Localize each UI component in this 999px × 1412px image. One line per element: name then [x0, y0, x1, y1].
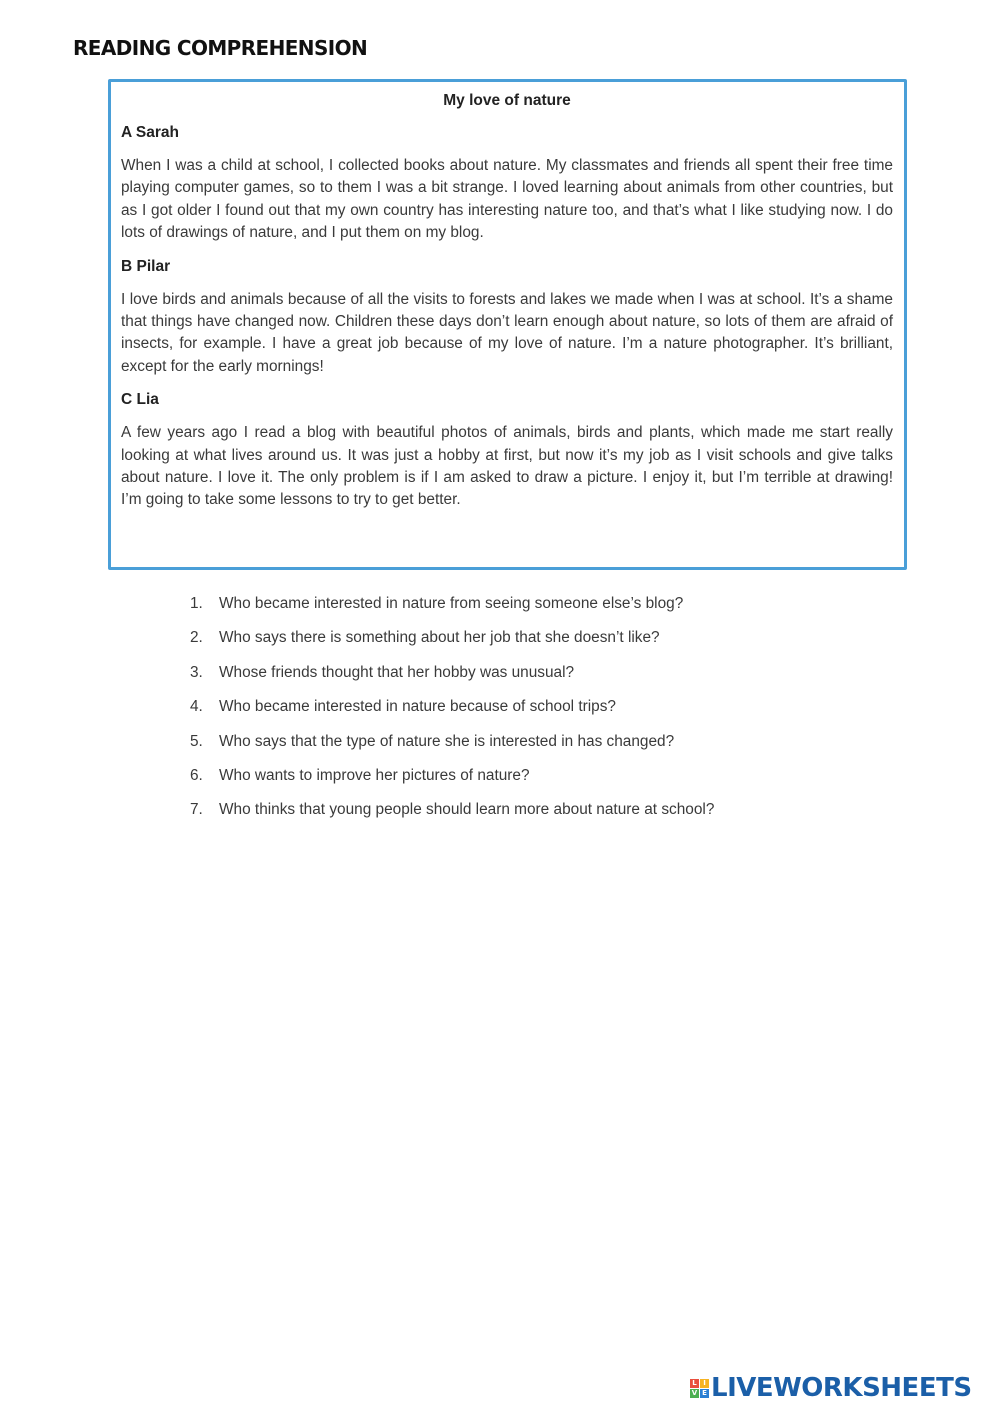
question-text: Who wants to improve her pictures of nature? — [219, 766, 530, 784]
page-title: READING COMPREHENSION — [73, 36, 368, 60]
section-heading-sarah: A Sarah — [121, 124, 180, 141]
question-item — [190, 593, 714, 627]
section-text-lia: A few years ago I read a blog with beautiful photos of animals, birds and plants, which made me start really looking at what lives around us. It was just a hobby at first, but now it’s my job as I visit schools and give talks about nature. I love it. The only problem is if I am asked to draw a picture. I enjoy it, but I’m terrible at drawing! I’m going to take some lessons to try to get better. — [121, 424, 893, 509]
question-item — [190, 799, 714, 833]
question-text: Who says that the type of nature she is interested in has changed? — [219, 732, 675, 750]
liveworksheets-logo-icon — [690, 1379, 709, 1398]
logo-text: LIVEWORKSHEETS — [711, 1373, 972, 1403]
section-text-sarah: When I was a child at school, I collected books about nature. My classmates and friends all spent their free time playing computer games, so to them I was a bit strange. I loved learning about animals from other countries, but as I got older I found out that my own country has interesting nature too, and that’s what I like studying now. I do lots of drawings of nature, and I put them on my blog. — [121, 157, 893, 242]
question-item — [190, 696, 714, 730]
question-number: 2. — [190, 629, 203, 647]
question-number: 6. — [190, 766, 203, 784]
question-number: 4. — [190, 698, 203, 716]
question-number: 5. — [190, 732, 203, 750]
reading-title: My love of nature — [443, 92, 571, 109]
question-item — [190, 731, 714, 765]
question-text: Who became interested in nature from seeing someone else’s blog? — [219, 595, 684, 612]
question-text: Whose friends thought that her hobby was unusual? — [219, 663, 575, 681]
question-number: 1. — [190, 595, 203, 612]
reading-text-box — [108, 79, 907, 570]
logo-mark-letter: I — [700, 1379, 709, 1388]
question-text: Who says there is something about her job that she doesn’t like? — [219, 629, 660, 647]
question-text: Who thinks that young people should learn more about nature at school? — [219, 801, 715, 819]
liveworksheets-logo — [690, 1372, 972, 1404]
question-item — [190, 765, 714, 799]
logo-mark-letter: V — [691, 1388, 698, 1397]
section-text-pilar: I love birds and animals because of all the visits to forests and lakes we made when I was at school. It’s a shame that things have changed now. Children these days don’t learn enough about nature, so lots of them are afraid of insects, for example. I have a great job because of my love of nature. I’m a nature photographer. It’s brilliant, except for the early mornings! — [121, 290, 893, 375]
question-list — [190, 593, 714, 834]
logo-mark-letter: L — [690, 1379, 699, 1388]
section-heading-pilar: B Pilar — [121, 257, 171, 275]
question-item — [190, 627, 714, 661]
question-number: 3. — [190, 663, 203, 681]
question-number: 7. — [190, 801, 203, 819]
question-text: Who became interested in nature because of school trips? — [219, 698, 616, 716]
logo-mark-letter: E — [700, 1389, 709, 1398]
question-item — [190, 662, 714, 696]
section-heading-lia: C Lia — [121, 391, 159, 409]
